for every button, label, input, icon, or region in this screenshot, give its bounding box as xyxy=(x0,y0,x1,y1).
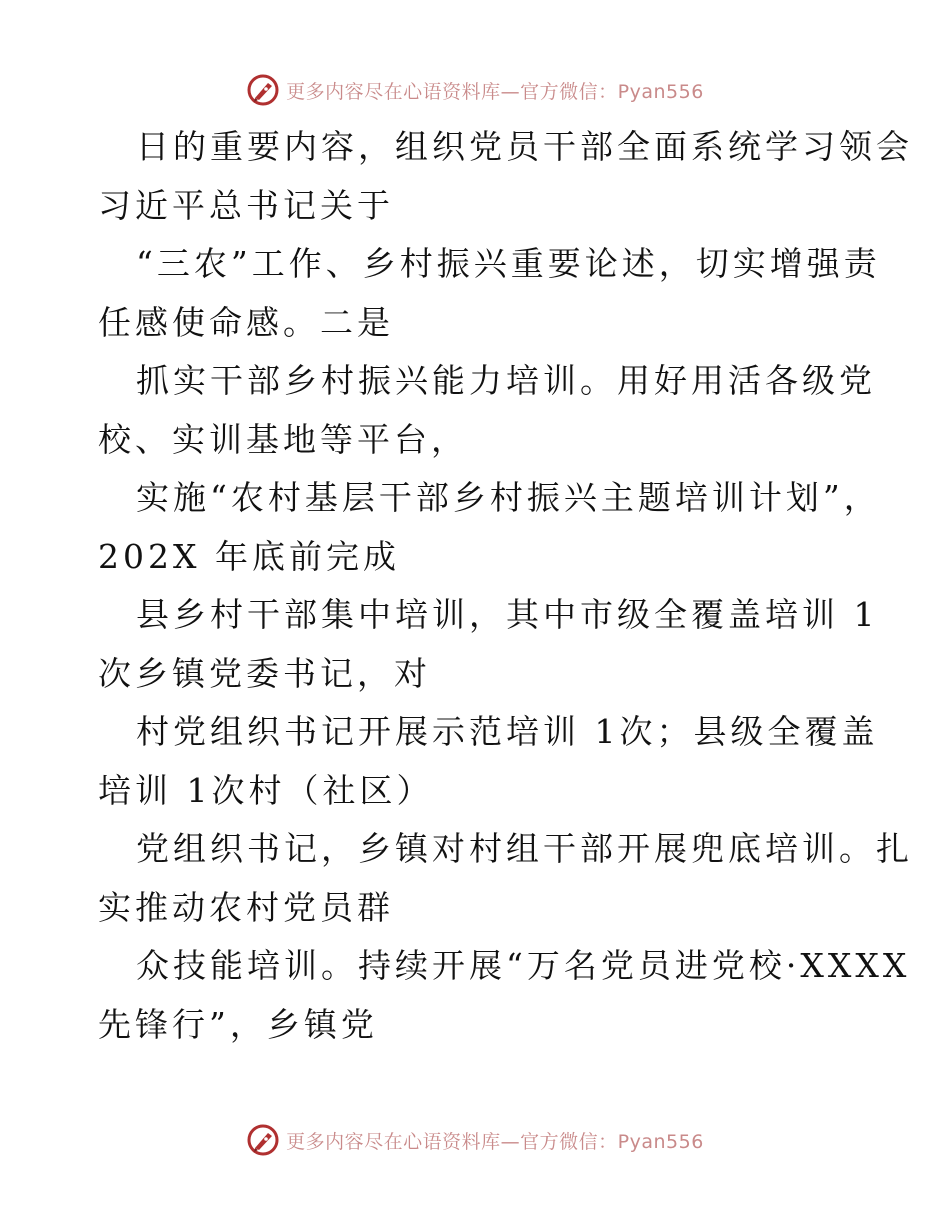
body-line: 县乡村干部集中培训，其中市级全覆盖培训 1 xyxy=(136,595,879,634)
footer-banner xyxy=(0,1120,950,1160)
body-line: 抓实干部乡村振兴能力培训。用好用活各级党 xyxy=(136,361,876,400)
body-line: 习近平总书记关于 xyxy=(98,185,394,225)
pen-logo-icon xyxy=(246,73,280,107)
body-line: 党组织书记，乡镇对村组干部开展兜底培训。扎 xyxy=(136,829,913,868)
body-line: 202X 年底前完成 xyxy=(98,536,400,576)
body-line: 日的重要内容，组织党员干部全面系统学习领会 xyxy=(136,127,913,166)
pen-logo-icon xyxy=(246,1123,280,1157)
body-line: 任感使命感。二是 xyxy=(98,302,394,342)
header-banner xyxy=(0,70,950,110)
body-line: 众技能培训。持续开展“万名党员进党校·XXXX xyxy=(136,946,911,985)
body-line: 先锋行”，乡镇党 xyxy=(98,1004,378,1044)
document-body xyxy=(98,118,913,1054)
body-line: 培训 1次村（社区） xyxy=(98,770,434,810)
body-line: 校、实训基地等平台， xyxy=(98,419,468,459)
footer-banner-text: 更多内容尽在心语资料库—官方微信：Pyan556 xyxy=(286,1130,704,1153)
body-line: 实施“农村基层干部乡村振兴主题培训计划”， xyxy=(136,478,881,517)
body-line: “三农”工作、乡村振兴重要论述，切实增强责 xyxy=(136,244,881,283)
body-line: 村党组织书记开展示范培训 1次；县级全覆盖 xyxy=(136,712,879,751)
header-banner-text: 更多内容尽在心语资料库—官方微信：Pyan556 xyxy=(286,80,704,103)
body-line: 实推动农村党员群 xyxy=(98,887,394,927)
body-line: 次乡镇党委书记，对 xyxy=(98,653,431,693)
